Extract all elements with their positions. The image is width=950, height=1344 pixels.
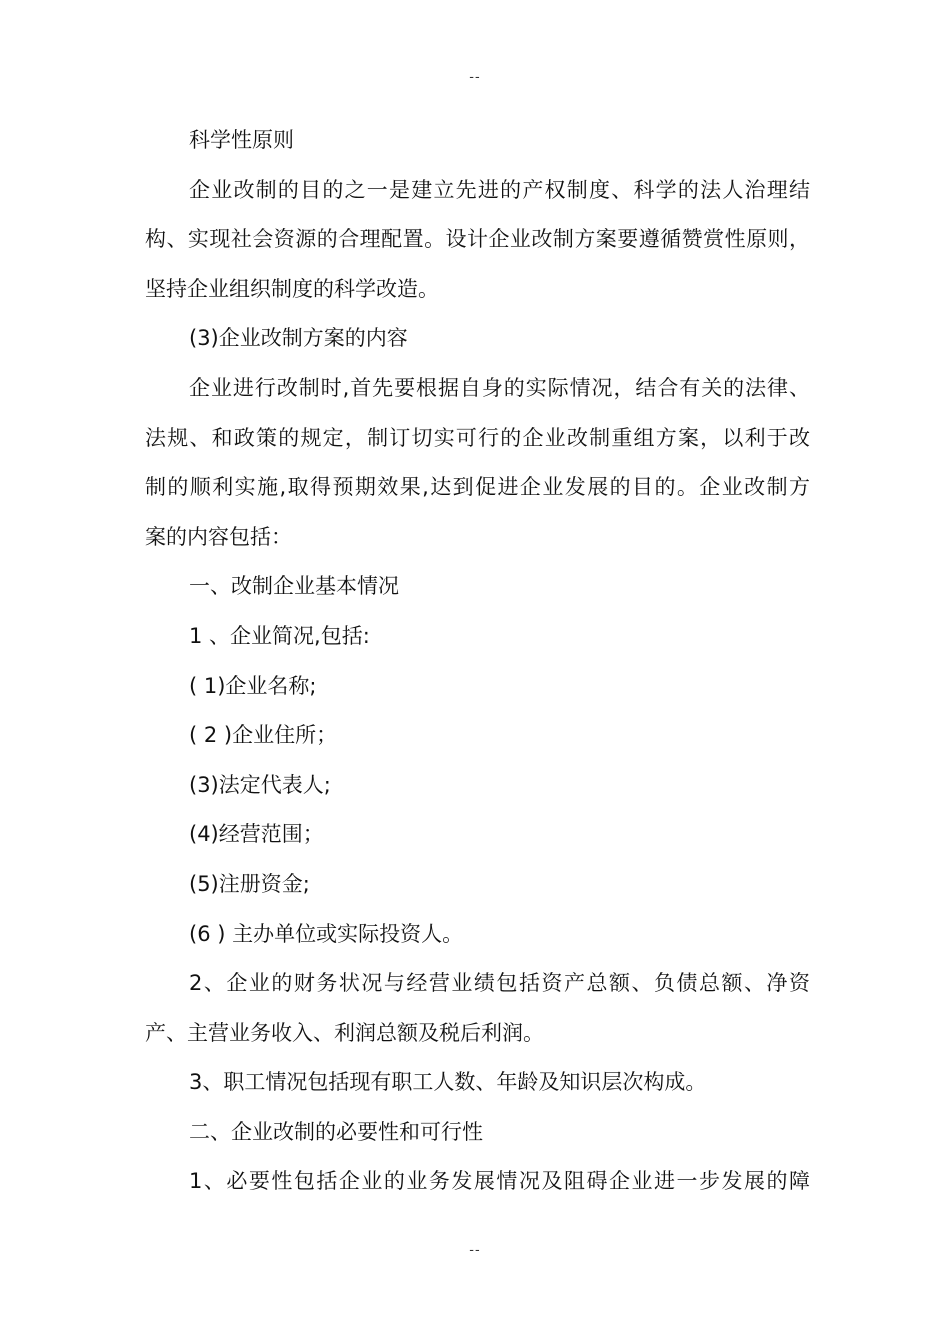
text-line: (4)经营范围； [189,822,324,847]
text-line: 坚持企业组织制度的科学改造。 [145,276,439,301]
text-line: 1 、企业简况,包括: [189,623,370,648]
text-line: ( 1)企业名称; [189,673,317,698]
text-line: ( 2 )企业住所； [189,723,338,748]
text-line: 二、企业改制的必要性和可行性 [189,1119,483,1144]
text-line: 企业改制的目的之一是建立先进的产权制度、科学的法人治理结 [189,177,810,202]
text-line: 一、改制企业基本情况 [189,574,399,599]
text-line: 科学性原则 [189,128,294,152]
text-line: 1、必要性包括企业的业务发展情况及阻碍企业进一步发展的障 [189,1169,810,1194]
text-line: 企业进行改制时,首先要根据自身的实际情况，结合有关的法律、 [189,375,810,400]
page-marker-bottom: -- [469,1243,481,1258]
text-line: 法规、和政策的规定，制订切实可行的企业改制重组方案，以利于改 [145,425,810,450]
text-line: (3)企业改制方案的内容 [189,326,408,351]
text-line: (5)注册资金; [189,871,310,896]
text-line: 制的顺利实施,取得预期效果,达到促进企业发展的目的。企业改制方 [145,475,810,500]
text-line: (6 ) 主办单位或实际投资人。 [189,921,464,946]
text-line: 2、企业的财务状况与经营业绩包括资产总额、负债总额、净资 [189,971,810,996]
document-body [145,116,810,1207]
text-line: (3)法定代表人; [189,772,331,797]
text-line: 案的内容包括： [145,524,292,549]
text-line: 产、主营业务收入、利润总额及税后利润。 [145,1020,544,1045]
text-line: 构、实现社会资源的合理配置。设计企业改制方案要遵循赞赏性原则， [145,227,810,252]
page-marker-top: -- [469,70,481,85]
text-line: 3、职工情况包括现有职工人数、年龄及知识层次构成。 [189,1070,707,1095]
